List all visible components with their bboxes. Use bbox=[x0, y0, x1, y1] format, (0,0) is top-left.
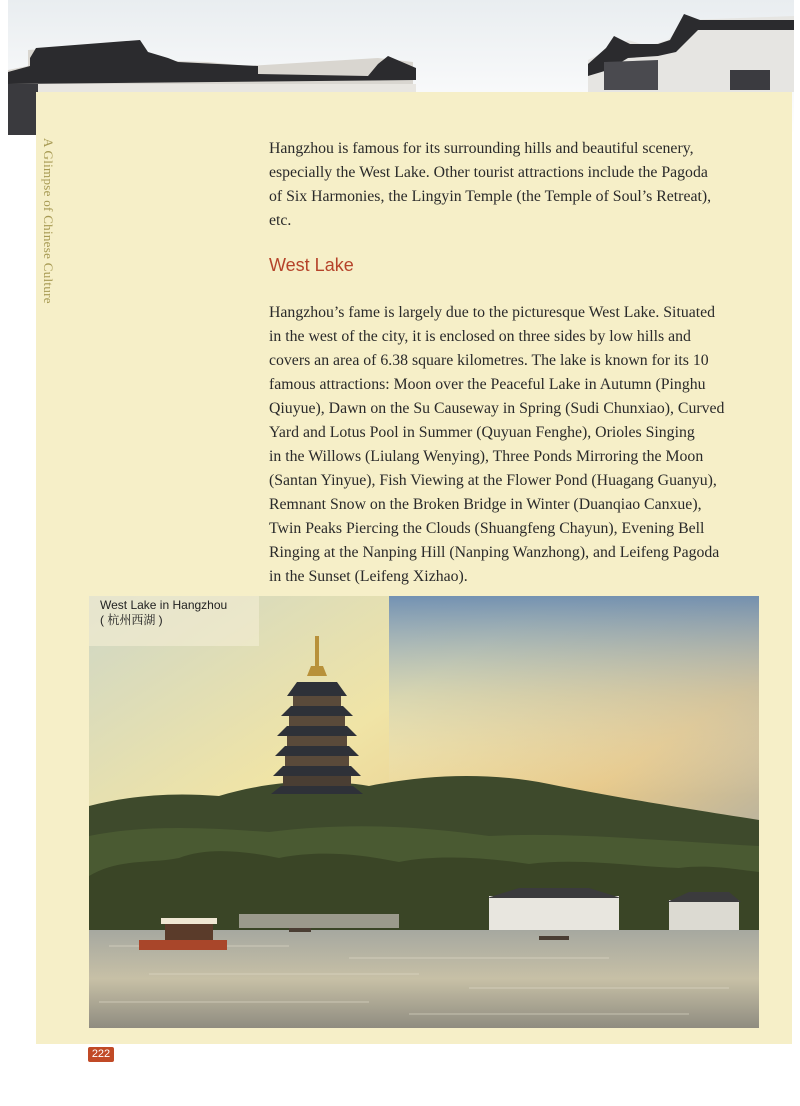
west-lake-line: Hangzhou’s fame is largely due to the picturesque West Lake. Situated bbox=[269, 304, 716, 321]
intro-line: etc. bbox=[269, 212, 292, 229]
west-lake-line: Qiuyue), Dawn on the Su Causeway in Spring (Sudi Chunxiao), Curved bbox=[269, 400, 725, 417]
west-lake-line: Ringing at the Nanping Hill (Nanping Wanzhong), and Leifeng Pagoda bbox=[269, 544, 720, 561]
west-lake-line: covers an area of 6.38 square kilometres. The lake is known for its 10 bbox=[269, 352, 709, 369]
side-running-title: A Glimpse of Chinese Culture bbox=[41, 138, 56, 304]
west-lake-paragraph bbox=[269, 301, 769, 589]
photo-caption bbox=[100, 598, 250, 628]
intro-line: Hangzhou is famous for its surrounding hills and beautiful scenery, bbox=[269, 140, 694, 157]
caption-english: West Lake in Hangzhou bbox=[100, 598, 228, 612]
west-lake-line: in the west of the city, it is enclosed on three sides by low hills and bbox=[269, 328, 691, 345]
section-heading-west-lake: West Lake bbox=[269, 255, 354, 275]
west-lake-line: (Santan Yinyue), Fish Viewing at the Flower Pond (Huagang Guanyu), bbox=[269, 472, 717, 489]
west-lake-line: in the Sunset (Leifeng Xizhao). bbox=[269, 568, 468, 585]
west-lake-line: Remnant Snow on the Broken Bridge in Winter (Duanqiao Canxue), bbox=[269, 496, 702, 513]
west-lake-line: Yard and Lotus Pool in Summer (Quyuan Fenghe), Orioles Singing bbox=[269, 424, 695, 441]
west-lake-line: Twin Peaks Piercing the Clouds (Shuangfeng Chayun), Evening Bell bbox=[269, 520, 705, 537]
intro-line: of Six Harmonies, the Lingyin Temple (the Temple of Soul’s Retreat), bbox=[269, 188, 712, 205]
page-number-badge: 222 bbox=[88, 1047, 114, 1062]
west-lake-line: in the Willows (Liulang Wenying), Three Ponds Mirroring the Moon bbox=[269, 448, 704, 465]
intro-line: especially the West Lake. Other tourist attractions include the Pagoda bbox=[269, 164, 708, 181]
caption-chinese: ( 杭州西湖 ) bbox=[100, 613, 163, 627]
west-lake-photo bbox=[89, 596, 759, 1028]
intro-paragraph bbox=[269, 137, 769, 233]
west-lake-line: famous attractions: Moon over the Peaceful Lake in Autumn (Pinghu bbox=[269, 376, 706, 393]
